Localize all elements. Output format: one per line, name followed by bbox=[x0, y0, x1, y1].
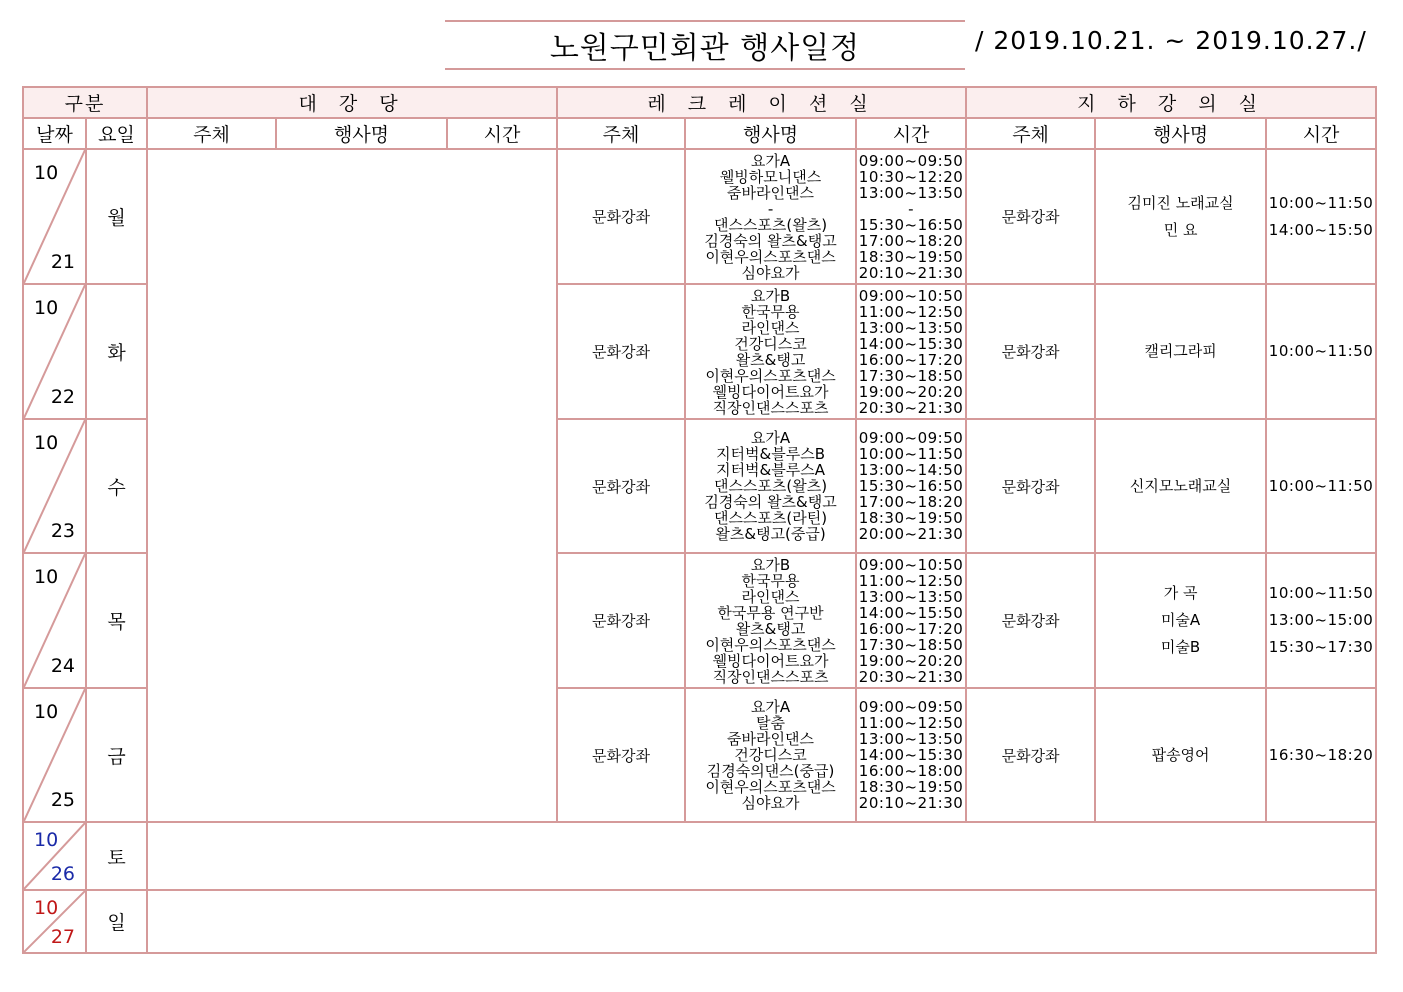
rec-time-item: 17:00~18:20 bbox=[858, 493, 964, 511]
rec-event-item: 심야요가 bbox=[741, 263, 800, 282]
weekday-cell: 일 bbox=[86, 890, 147, 953]
rec-time-item: 09:00~10:50 bbox=[858, 286, 964, 305]
rec-event-item: 웰빙다이어트요가 bbox=[712, 651, 829, 670]
base-events bbox=[1095, 553, 1266, 688]
rec-event-item: 왈츠&탱고(중급) bbox=[715, 525, 826, 543]
base-times bbox=[1266, 149, 1376, 284]
rec-events bbox=[685, 688, 856, 822]
date-month: 10 bbox=[34, 897, 59, 919]
rec-time-item: 16:00~18:00 bbox=[858, 762, 964, 780]
rec-time-item: 11:00~12:50 bbox=[858, 571, 964, 590]
base-subject: 문화강좌 bbox=[966, 688, 1095, 822]
rec-time-item: 17:00~18:20 bbox=[858, 231, 964, 250]
base-event-item: 캘리그라피 bbox=[1144, 342, 1217, 360]
rec-event-item: 심야요가 bbox=[741, 794, 800, 812]
rec-event-item: 지터벅&블루스A bbox=[716, 461, 825, 479]
base-event-item: 팝송영어 bbox=[1151, 745, 1210, 764]
rec-time-item: 18:30~19:50 bbox=[858, 509, 964, 527]
base-event-item: 신지모노래교실 bbox=[1129, 476, 1232, 495]
rec-events bbox=[685, 553, 856, 688]
base-event-item: 가 곡 bbox=[1163, 584, 1198, 602]
rec-event-item: 요가A bbox=[750, 429, 791, 447]
main-subject-header: 주체 bbox=[147, 118, 276, 149]
schedule-table bbox=[22, 86, 1377, 954]
rec-event-item: 웰빙하모니댄스 bbox=[719, 167, 822, 186]
base-times bbox=[1266, 419, 1376, 553]
base-event-item: 미술B bbox=[1160, 638, 1201, 656]
hall-rec-header: 레 크 레 이 션 실 bbox=[557, 87, 966, 118]
weekend-empty bbox=[147, 890, 1376, 953]
date-day: 22 bbox=[50, 386, 75, 408]
rec-event-item: 직장인댄스스포츠 bbox=[712, 667, 829, 686]
rec-subject: 문화강좌 bbox=[557, 419, 685, 553]
rec-subject: 문화강좌 bbox=[557, 149, 685, 284]
rec-time-item: 14:00~15:30 bbox=[858, 746, 964, 764]
rec-events bbox=[685, 149, 856, 284]
rec-subject: 문화강좌 bbox=[557, 553, 685, 688]
base-subject-header: 주체 bbox=[966, 118, 1095, 149]
rec-time-item: 14:00~15:50 bbox=[858, 603, 964, 622]
header-row-halls bbox=[23, 87, 1376, 118]
rec-event-item: 줌바라인댄스 bbox=[727, 730, 814, 748]
rec-event-item: 왈츠&탱고 bbox=[735, 350, 806, 369]
rec-event-item: 한국무용 bbox=[741, 571, 800, 590]
rec-event-item: 김경숙의댄스(중급) bbox=[706, 762, 835, 780]
rec-event-item: 건강디스코 bbox=[734, 334, 807, 353]
base-subject: 문화강좌 bbox=[966, 284, 1095, 419]
weekday-cell: 토 bbox=[86, 822, 147, 890]
weekend-row bbox=[23, 822, 1376, 890]
base-event-item: 김미진 노래교실 bbox=[1127, 193, 1234, 212]
rec-event-item: - bbox=[767, 199, 774, 218]
weekday-cell: 화 bbox=[86, 284, 147, 419]
rec-time-item: 11:00~12:50 bbox=[858, 302, 964, 321]
rec-time-item: 18:30~19:50 bbox=[858, 778, 964, 796]
hall-main-header: 대 강 당 bbox=[147, 87, 557, 118]
page-title: 노원구민회관 행사일정 bbox=[549, 31, 861, 66]
rec-event-item: 요가A bbox=[750, 151, 791, 170]
date-month: 10 bbox=[34, 297, 59, 319]
rec-time-header: 시간 bbox=[856, 118, 966, 149]
base-time-header: 시간 bbox=[1266, 118, 1376, 149]
date-cell bbox=[23, 419, 86, 553]
day-row bbox=[23, 149, 1376, 284]
base-times bbox=[1266, 284, 1376, 419]
date-cell bbox=[23, 149, 86, 284]
header-row-fields bbox=[23, 118, 1376, 149]
rec-events bbox=[685, 284, 856, 419]
base-time-item: 10:00~11:50 bbox=[1268, 342, 1374, 360]
rec-time-item: 17:30~18:50 bbox=[858, 635, 964, 654]
rec-time-item: 16:00~17:20 bbox=[858, 350, 964, 369]
date-month: 10 bbox=[34, 432, 59, 454]
category-header: 구분 bbox=[23, 87, 147, 118]
rec-event-item: 김경숙의 왈츠&탱고 bbox=[704, 231, 837, 250]
rec-times bbox=[856, 149, 966, 284]
date-day: 25 bbox=[50, 789, 75, 811]
rec-time-item: 17:30~18:50 bbox=[858, 366, 964, 385]
rec-event-item: 라인댄스 bbox=[741, 587, 800, 606]
main-event-header: 행사명 bbox=[276, 118, 447, 149]
weekday-cell: 금 bbox=[86, 688, 147, 822]
date-day: 21 bbox=[50, 251, 75, 273]
date-cell bbox=[23, 553, 86, 688]
base-events bbox=[1095, 149, 1266, 284]
rec-event-item: 탈춤 bbox=[756, 714, 786, 732]
rec-time-item: 15:30~16:50 bbox=[858, 477, 964, 495]
base-event-header: 행사명 bbox=[1095, 118, 1266, 149]
rec-event-item: 댄스스포츠(왈츠) bbox=[713, 215, 828, 234]
weekday-cell: 목 bbox=[86, 553, 147, 688]
date-cell bbox=[23, 284, 86, 419]
date-day: 24 bbox=[50, 655, 75, 677]
rec-event-item: 한국무용 bbox=[741, 302, 800, 321]
rec-event-item: 댄스스포츠(라틴) bbox=[713, 509, 828, 527]
rec-times bbox=[856, 688, 966, 822]
rec-subject: 문화강좌 bbox=[557, 284, 685, 419]
rec-time-item: 20:10~21:30 bbox=[858, 794, 964, 812]
date-month: 10 bbox=[34, 162, 59, 184]
weekend-empty bbox=[147, 822, 1376, 890]
rec-time-item: 20:30~21:30 bbox=[858, 667, 964, 686]
base-time-item: 10:00~11:50 bbox=[1268, 584, 1374, 602]
rec-events bbox=[685, 419, 856, 553]
rec-time-item: 18:30~19:50 bbox=[858, 247, 964, 266]
base-event-item: 미술A bbox=[1160, 611, 1201, 629]
date-col-header: 날짜 bbox=[23, 118, 86, 149]
rec-time-item: 09:00~09:50 bbox=[858, 698, 964, 716]
date-day: 23 bbox=[50, 520, 75, 542]
rec-event-item: 댄스스포츠(왈츠) bbox=[713, 477, 828, 495]
date-month: 10 bbox=[34, 566, 59, 588]
rec-time-item: 13:00~14:50 bbox=[858, 461, 964, 479]
date-range: / 2019.10.21. ~ 2019.10.27./ bbox=[975, 26, 1367, 55]
rec-event-item: 이현우의스포츠댄스 bbox=[705, 247, 836, 266]
rec-event-item: 웰빙다이어트요가 bbox=[712, 382, 829, 401]
base-times bbox=[1266, 553, 1376, 688]
rec-time-item: 20:10~21:30 bbox=[858, 263, 964, 282]
rec-event-item: 지터벅&블루스B bbox=[716, 445, 825, 463]
rec-event-item: 줌바라인댄스 bbox=[727, 183, 814, 202]
base-time-item: 14:00~15:50 bbox=[1268, 220, 1374, 239]
base-events bbox=[1095, 688, 1266, 822]
rec-time-item: 14:00~15:30 bbox=[858, 334, 964, 353]
rec-times bbox=[856, 284, 966, 419]
date-month: 10 bbox=[34, 829, 59, 851]
rec-time-item: 13:00~13:50 bbox=[858, 183, 964, 202]
rec-event-item: 이현우의스포츠댄스 bbox=[705, 635, 836, 654]
base-time-item: 13:00~15:00 bbox=[1268, 611, 1374, 629]
rec-event-item: 요가A bbox=[750, 698, 791, 716]
rec-time-item: 13:00~13:50 bbox=[858, 318, 964, 337]
base-subject: 문화강좌 bbox=[966, 553, 1095, 688]
rec-event-header: 행사명 bbox=[685, 118, 856, 149]
rec-event-item: 요가B bbox=[750, 286, 791, 305]
main-time-header: 시간 bbox=[447, 118, 557, 149]
base-time-item: 10:00~11:50 bbox=[1268, 476, 1374, 495]
rec-event-item: 한국무용 연구반 bbox=[717, 603, 824, 622]
rec-time-item: 10:30~12:20 bbox=[858, 167, 964, 186]
date-day: 27 bbox=[50, 926, 75, 948]
weekend-row bbox=[23, 890, 1376, 953]
base-events bbox=[1095, 284, 1266, 419]
rec-time-item: 19:00~20:20 bbox=[858, 651, 964, 670]
base-time-item: 15:30~17:30 bbox=[1268, 638, 1374, 656]
weekday-col-header: 요일 bbox=[86, 118, 147, 149]
rec-event-item: 직장인댄스스포츠 bbox=[712, 398, 829, 417]
base-events bbox=[1095, 419, 1266, 553]
rec-times bbox=[856, 553, 966, 688]
base-subject: 문화강좌 bbox=[966, 419, 1095, 553]
rec-time-item: 13:00~13:50 bbox=[858, 587, 964, 606]
rec-time-item: 20:00~21:30 bbox=[858, 525, 964, 543]
rec-time-item: 19:00~20:20 bbox=[858, 382, 964, 401]
rec-times bbox=[856, 419, 966, 553]
date-cell bbox=[23, 890, 86, 953]
base-time-item: 10:00~11:50 bbox=[1268, 193, 1374, 212]
rec-time-item: 10:00~11:50 bbox=[858, 445, 964, 463]
rec-event-item: 건강디스코 bbox=[734, 746, 807, 764]
base-subject: 문화강좌 bbox=[966, 149, 1095, 284]
rec-time-item: 20:30~21:30 bbox=[858, 398, 964, 417]
rec-time-item: 09:00~09:50 bbox=[858, 151, 964, 170]
rec-time-item: 15:30~16:50 bbox=[858, 215, 964, 234]
date-cell bbox=[23, 822, 86, 890]
base-time-item: 16:30~18:20 bbox=[1268, 745, 1374, 764]
rec-subject: 문화강좌 bbox=[557, 688, 685, 822]
hall-base-header: 지 하 강 의 실 bbox=[966, 87, 1376, 118]
rec-event-item: 요가B bbox=[750, 555, 791, 574]
title-box bbox=[445, 20, 965, 70]
rec-time-item: 09:00~09:50 bbox=[858, 429, 964, 447]
weekday-cell: 수 bbox=[86, 419, 147, 553]
rec-time-item: - bbox=[908, 199, 914, 218]
base-times bbox=[1266, 688, 1376, 822]
date-cell bbox=[23, 688, 86, 822]
rec-event-item: 왈츠&탱고 bbox=[735, 619, 806, 638]
rec-time-item: 16:00~17:20 bbox=[858, 619, 964, 638]
rec-event-item: 김경숙의 왈츠&탱고 bbox=[704, 493, 837, 511]
rec-event-item: 라인댄스 bbox=[741, 318, 800, 337]
base-event-item: 민 요 bbox=[1163, 220, 1198, 239]
rec-time-item: 11:00~12:50 bbox=[858, 714, 964, 732]
date-month: 10 bbox=[34, 701, 59, 723]
rec-time-item: 13:00~13:50 bbox=[858, 730, 964, 748]
weekday-cell: 월 bbox=[86, 149, 147, 284]
date-day: 26 bbox=[50, 863, 75, 885]
rec-event-item: 이현우의스포츠댄스 bbox=[705, 366, 836, 385]
rec-subject-header: 주체 bbox=[557, 118, 685, 149]
rec-event-item: 이현우의스포츠댄스 bbox=[705, 778, 836, 796]
main-hall-empty bbox=[147, 149, 557, 822]
rec-time-item: 09:00~10:50 bbox=[858, 555, 964, 574]
